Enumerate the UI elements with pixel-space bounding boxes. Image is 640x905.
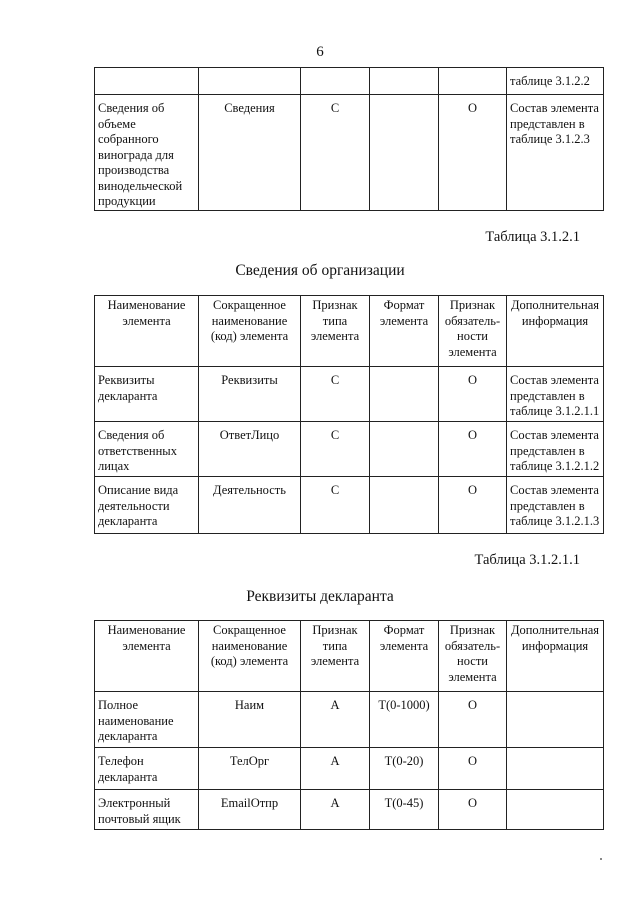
table-row [95,692,604,748]
table-cell: Телефон декларанта [95,748,199,790]
table-cell: О [439,790,507,830]
column-header: Дополнительная информация [507,621,604,692]
table-header-row [95,621,604,692]
table-cell: Деятельность [199,477,301,534]
table-cell: Описание вида деятельности декларанта [95,477,199,534]
table-label: Таблица 3.1.2.1 [485,229,580,245]
page-number: 6 [316,44,324,60]
table-cell [370,477,439,534]
table-cell [507,790,604,830]
table-row [95,790,604,830]
table-cell: Сведения об ответственных лицах [95,422,199,477]
column-header: Признак обязатель-ности элемента [439,621,507,692]
column-header: Сокращенное наименование (код) элемента [199,296,301,367]
table-cell: Состав элемента представлен в таблице 3.1.2.1.3 [507,477,604,534]
table-cell [370,367,439,422]
table-cell: А [301,692,370,748]
table-row [95,422,604,477]
table-cell: О [439,692,507,748]
table-row [95,748,604,790]
continued-table [94,67,604,211]
table-cell [439,68,507,95]
column-header: Дополнительная информация [507,296,604,367]
table-cell: EmailОтпр [199,790,301,830]
table-row [95,68,604,95]
table-cell: О [439,477,507,534]
column-header: Наименование элемента [95,621,199,692]
table-row [95,95,604,211]
column-header: Сокращенное наименование (код) элемента [199,621,301,692]
table-cell: О [439,95,507,211]
table-cell: Сведения об объеме собранного винограда для производства винодельческой продукции [95,95,199,211]
table-cell: Т(0-45) [370,790,439,830]
table-title: Сведения об организации [235,262,405,279]
table-cell [199,68,301,95]
table-cell: ОтветЛицо [199,422,301,477]
table-cell: О [439,748,507,790]
table-label: Таблица 3.1.2.1.1 [474,552,580,568]
table-cell: таблице 3.1.2.2 [507,68,604,95]
table-row [95,477,604,534]
table-cell: Реквизиты [199,367,301,422]
table-cell [370,68,439,95]
table-cell: С [301,95,370,211]
table-cell [370,422,439,477]
table-cell: Реквизиты декларанта [95,367,199,422]
organization-table [94,295,604,534]
scan-speck [600,858,602,860]
column-header: Признак типа элемента [301,621,370,692]
table-header-row [95,296,604,367]
table-cell: Т(0-1000) [370,692,439,748]
table-cell: О [439,422,507,477]
table-cell: ТелОрг [199,748,301,790]
table-cell: С [301,477,370,534]
table-cell: Состав элемента представлен в таблице 3.1.2.1.2 [507,422,604,477]
table-cell: С [301,422,370,477]
requisites-table [94,620,604,830]
table-cell: О [439,367,507,422]
table-cell [507,748,604,790]
table-cell [95,68,199,95]
table-cell: Полное наименование декларанта [95,692,199,748]
table-row [95,367,604,422]
table-cell: Т(0-20) [370,748,439,790]
column-header: Признак обязатель-ности элемента [439,296,507,367]
table-cell: Состав элемента представлен в таблице 3.1.2.3 [507,95,604,211]
table-cell [507,692,604,748]
table-cell: Электронный почтовый ящик [95,790,199,830]
table-cell: Наим [199,692,301,748]
column-header: Наименование элемента [95,296,199,367]
table-cell: А [301,748,370,790]
table-cell: Сведения [199,95,301,211]
table-cell [370,95,439,211]
column-header: Признак типа элемента [301,296,370,367]
table-cell [301,68,370,95]
table-cell: Состав элемента представлен в таблице 3.1.2.1.1 [507,367,604,422]
table-cell: А [301,790,370,830]
column-header: Формат элемента [370,621,439,692]
table-cell: С [301,367,370,422]
table-title: Реквизиты декларанта [246,588,394,605]
column-header: Формат элемента [370,296,439,367]
